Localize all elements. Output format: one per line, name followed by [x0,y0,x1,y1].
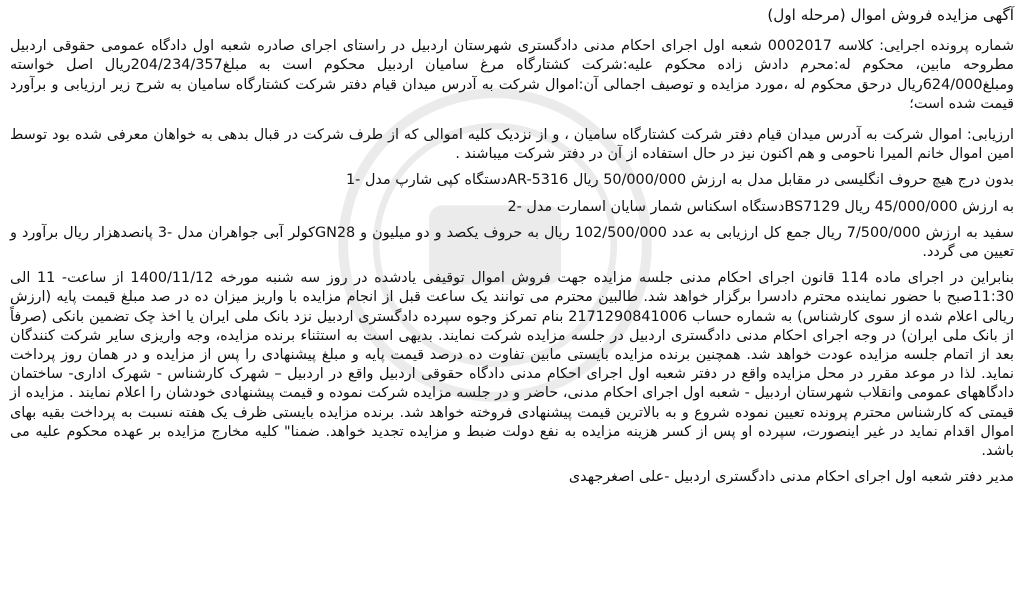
item-2-banknote-counter: به ارزش 45/000/000 ریال BS7129دستگاه اسکناس شمار سایان اسمارت مدل -2 [507,198,1014,215]
auction-terms-paragraph: بنابراین در اجرای ماده 114 قانون اجرای احکام مدنی جلسه مزایده جهت فروش اموال توقیفی یادشده در روز سه شنبه مورخه 1400/11/12 از ساعت- 11 الی 11:30صبح با حضور نماینده محترم دادسرا برگزار خواهد شد. طالبین محترم می توانند یک ساعت قبل از انجام مزایده با واریز میزان ده در صد مبلغ قیمت پایه (ارزش ریالی اعلام شده از سوی کارشناس) به شماره حساب 2171290841006 بنام تمرکز وجوه سپرده دادگستری اردبیل نزد بانک ملی ایران یا اخذ چک تضمین بانکی (صرفاً از بانک ملی ایران) در وجه اجرای احکام مدنی دادگستری اردبیل در جلسه مزایده شرکت نمایند. بدیهی است به استثناء برنده مزایده، وجه واریزی سایر شرکت کنندگان بعد از اتمام جلسه مزایده عودت خواهد شد. همچنین برنده مزایده بایستی مابین تفاوت ده درصد قیمت پایه و مبلغ پیشنهادی را پس از مزایده و در همان روز پرداخت نماید. لذا در موعد مقرر در محل مزایده واقع در دفتر شعبه اول اجرای احکام مدنی دادگاه حقوقی اردبیل واقع در اردبیل – شهرک کارشناس - شهرک اداری- ساختمان دادگاههای عمومی وانقلاب شهرستان اردبیل - شعبه اول اجرای احکام مدنی، حاضر و در جلسه مزایده شرکت نموده و قیمت پیشنهادی خودشان را اعلام نمایند . مزایده از قیمتی که کارشناس محترم پرونده تعیین نموده شروع و به بالاترین قیمت پیشنهادی فروخته خواهد شد. برنده مزایده بایستی ظرف یک هفته نسبت به پرداخت بقیه بهای اموال اقدام نماید در غیر اینصورت، سپرده او پس از کسر هزینه مزایده به نفع دولت ضبط و مزایده تجدید خواهد. ضمنا" کلیه مخارج مزایده بر عهده محکوم علیه می باشد. [10,270,1014,460]
case-paragraph: شماره پرونده اجرایی: کلاسه 0002017 شعبه اول اجرای احکام مدنی دادگستری شهرستان اردبیل در راستای اجرای صادره شعبه اول دادگاه عمومی حقوقی اردبیل مطروحه مابین، محکوم له:محرم دادش زاده محکوم علیه:شرکت کشتارگاه مرغ سامیان اردبیل محکوم است به مبلغ204/234/357ریال اصل خواسته ومبلغ624/000ریال درحق محکوم له ،مورد مزایده و توصیف اجمالی آن:اموال شرکت به آدرس میدان قیام دفتر شرکت کشتارگاه سامیان به شرح زیر ارزیابی و برآورد قیمت شده است؛ [10,38,1015,112]
signature-line: مدیر دفتر شعبه اول اجرای احکام مدنی دادگستری اردبیل -علی اصغرجهدی [568,469,1014,486]
appraisal-paragraph: ارزیابی: اموال شرکت به آدرس میدان قیام دفتر شرکت کشتارگاه سامیان ، و از نزدیک کلیه اموالی که از طرف شرکت در قبال بدهی به خواهان معرفی شده بود توسط امین اموال خانم المیرا ناحومی و هم اکنون نیز در حال استفاده از آن در دفتر شرکت میباشند . [10,127,1014,163]
item-3-water-cooler-and-total: سفید به ارزش 7/500/000 ریال جمع کل ارزیابی به عدد 102/500/000 ریال به حروف یکصد و دو میلیون و GN28کولر آبی جواهران مدل -3 پانصدهزار ریال برآورد و تعیین می گردد. [10,224,1014,261]
notice-title: آگهی مزایده فروش اموال (مرحله اول) [767,6,1014,24]
item-1-copier: بدون درج هیچ حروف انگلیسی در مقابل مدل به ارزش 50/000/000 ریال AR-5316دستگاه کپی شارپ مدل -1 [346,172,1014,189]
